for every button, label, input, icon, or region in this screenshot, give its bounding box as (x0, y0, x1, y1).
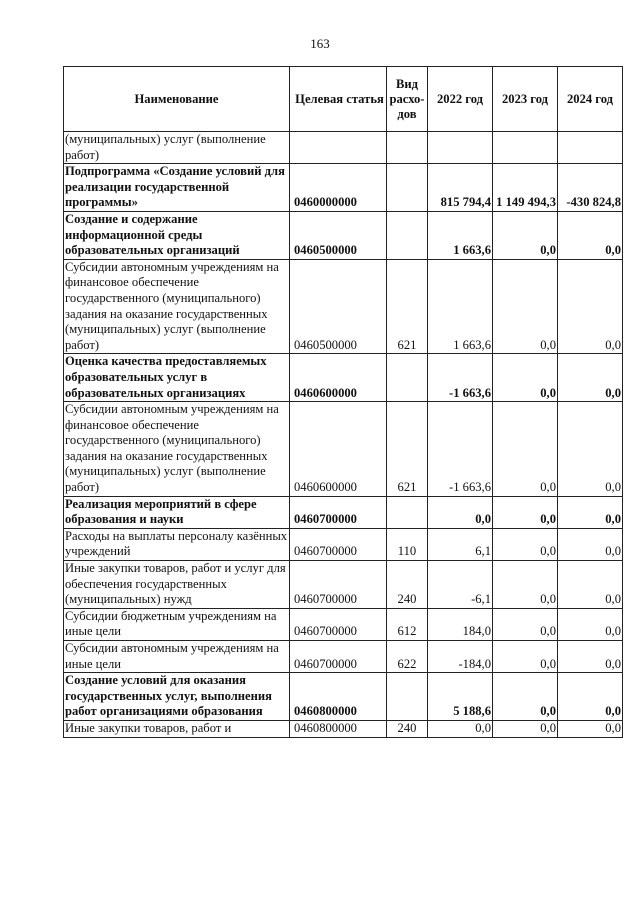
cell-expense-type: 621 (387, 259, 428, 354)
cell-expense-type (387, 211, 428, 259)
header-2022: 2022 год (428, 67, 493, 132)
cell-target-code: 0460500000 (290, 259, 387, 354)
header-name: Наименование (64, 67, 290, 132)
cell-target-code: 0460700000 (290, 608, 387, 640)
table-row (64, 528, 623, 560)
cell-2022 (428, 132, 493, 164)
table-header-row (64, 67, 623, 132)
cell-target-code: 0460700000 (290, 641, 387, 673)
cell-2022: -184,0 (428, 641, 493, 673)
table-row (64, 132, 623, 164)
cell-name: Реализация мероприятий в сфере образования и науки (64, 496, 290, 528)
cell-2023: 0,0 (493, 561, 558, 609)
cell-2022: 0,0 (428, 720, 493, 737)
cell-2022: -1 663,6 (428, 402, 493, 497)
cell-2023 (493, 132, 558, 164)
cell-name: Подпрограмма «Создание условий для реализации государственной программы» (64, 164, 290, 212)
page-number: 163 (310, 36, 330, 51)
cell-expense-type: 621 (387, 402, 428, 497)
cell-2023: 0,0 (493, 259, 558, 354)
cell-2024: 0,0 (558, 561, 623, 609)
header-code: Целевая статья (290, 67, 387, 132)
cell-2023: 0,0 (493, 720, 558, 737)
cell-2022: 5 188,6 (428, 673, 493, 721)
header-type: Вид расхо-дов (387, 67, 428, 132)
cell-name: Создание и содержание информационной среды образовательных организаций (64, 211, 290, 259)
table-row (64, 402, 623, 497)
cell-target-code: 0460000000 (290, 164, 387, 212)
table-body (64, 132, 623, 738)
table-row (64, 608, 623, 640)
cell-2022: -1 663,6 (428, 354, 493, 402)
cell-expense-type (387, 164, 428, 212)
cell-expense-type: 240 (387, 720, 428, 737)
cell-target-code: 0460800000 (290, 673, 387, 721)
cell-target-code: 0460600000 (290, 402, 387, 497)
cell-2023: 1 149 494,3 (493, 164, 558, 212)
cell-2023: 0,0 (493, 354, 558, 402)
cell-2024 (558, 132, 623, 164)
cell-target-code: 0460700000 (290, 528, 387, 560)
cell-expense-type: 612 (387, 608, 428, 640)
cell-name: Иные закупки товаров, работ и (64, 720, 290, 737)
cell-target-code (290, 132, 387, 164)
cell-target-code: 0460600000 (290, 354, 387, 402)
cell-2023: 0,0 (493, 496, 558, 528)
table-row (64, 164, 623, 212)
cell-2022: 1 663,6 (428, 259, 493, 354)
cell-target-code: 0460700000 (290, 496, 387, 528)
cell-2024: 0,0 (558, 354, 623, 402)
cell-target-code: 0460800000 (290, 720, 387, 737)
cell-2023: 0,0 (493, 402, 558, 497)
cell-expense-type (387, 354, 428, 402)
cell-2022: 815 794,4 (428, 164, 493, 212)
cell-2024: 0,0 (558, 496, 623, 528)
cell-name: Оценка качества предоставляемых образовательных услуг в образовательных организациях (64, 354, 290, 402)
cell-name: Субсидии автономным учреждениям на финансовое обеспечение государственного (муниципального) задания на оказание государственных (муниципальных) услуг (выполнение работ) (64, 402, 290, 497)
table-row (64, 641, 623, 673)
cell-expense-type (387, 132, 428, 164)
table-row (64, 561, 623, 609)
cell-2023: 0,0 (493, 673, 558, 721)
cell-expense-type (387, 673, 428, 721)
cell-2024: 0,0 (558, 641, 623, 673)
cell-2024: 0,0 (558, 673, 623, 721)
table-row (64, 673, 623, 721)
cell-2023: 0,0 (493, 641, 558, 673)
cell-name: Создание условий для оказания государственных услуг, выполнения работ организациями образования (64, 673, 290, 721)
cell-name: Иные закупки товаров, работ и услуг для обеспечения государственных (муниципальных) нужд (64, 561, 290, 609)
cell-2023: 0,0 (493, 528, 558, 560)
header-2023: 2023 год (493, 67, 558, 132)
table-row (64, 211, 623, 259)
cell-2024: 0,0 (558, 259, 623, 354)
cell-2023: 0,0 (493, 211, 558, 259)
cell-expense-type: 110 (387, 528, 428, 560)
cell-expense-type: 622 (387, 641, 428, 673)
cell-2022: 184,0 (428, 608, 493, 640)
cell-name: Расходы на выплаты персоналу казённых учреждений (64, 528, 290, 560)
cell-name: Субсидии бюджетным учреждениям на иные цели (64, 608, 290, 640)
table-row (64, 496, 623, 528)
cell-expense-type: 240 (387, 561, 428, 609)
table-row (64, 354, 623, 402)
cell-2024: 0,0 (558, 402, 623, 497)
cell-name: Субсидии автономным учреждениям на финансовое обеспечение государственного (муниципального) задания на оказание государственных (муниципальных) услуг (выполнение работ) (64, 259, 290, 354)
header-2024: 2024 год (558, 67, 623, 132)
cell-2024: -430 824,8 (558, 164, 623, 212)
cell-2022: 6,1 (428, 528, 493, 560)
cell-2024: 0,0 (558, 720, 623, 737)
cell-2024: 0,0 (558, 528, 623, 560)
cell-expense-type (387, 496, 428, 528)
cell-target-code: 0460500000 (290, 211, 387, 259)
table-row (64, 720, 623, 737)
table-row (64, 259, 623, 354)
cell-name: Субсидии автономным учреждениям на иные цели (64, 641, 290, 673)
cell-2022: -6,1 (428, 561, 493, 609)
cell-target-code: 0460700000 (290, 561, 387, 609)
budget-table (63, 66, 623, 738)
cell-2022: 1 663,6 (428, 211, 493, 259)
cell-2022: 0,0 (428, 496, 493, 528)
cell-2024: 0,0 (558, 608, 623, 640)
cell-2024: 0,0 (558, 211, 623, 259)
cell-2023: 0,0 (493, 608, 558, 640)
cell-name: (муниципальных) услуг (выполнение работ) (64, 132, 290, 164)
